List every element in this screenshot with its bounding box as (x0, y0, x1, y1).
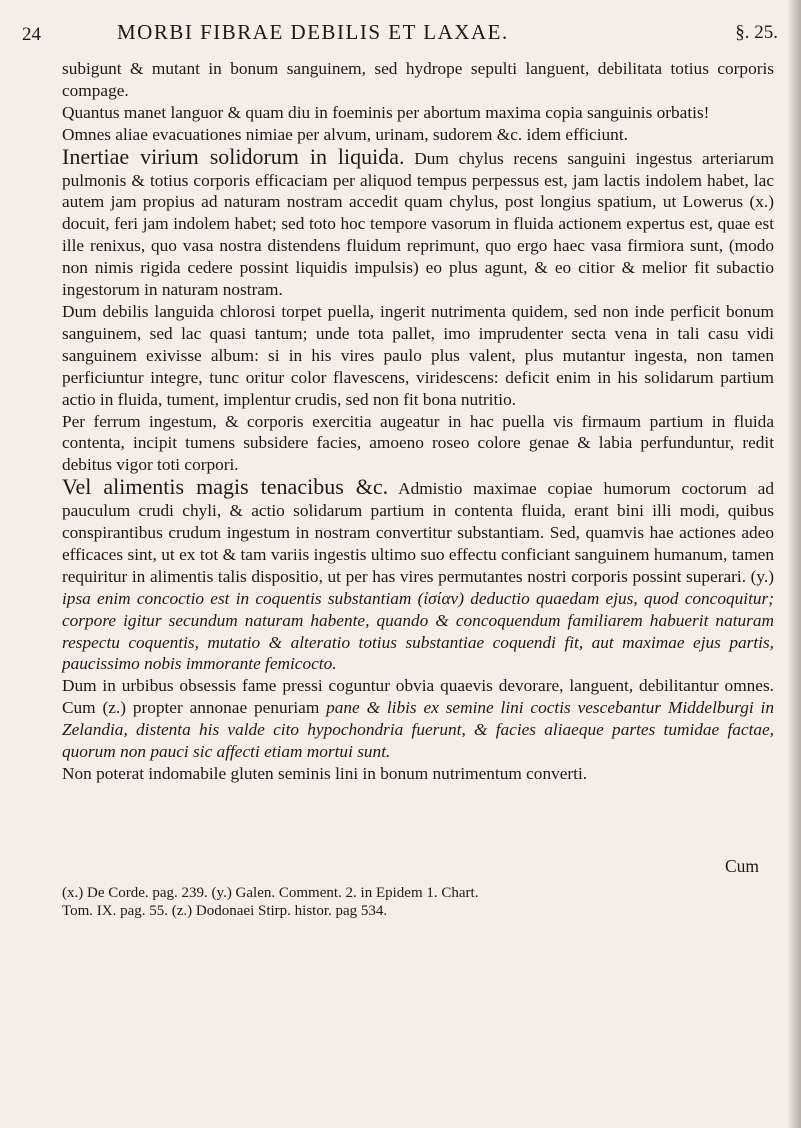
paragraph: Non poterat indomabile gluten seminis lini in bonum nutrimentum converti. (62, 764, 588, 783)
footnotes (62, 884, 762, 920)
paragraph-lead: Inertiae virium solidorum in liquida. (62, 143, 405, 169)
paragraph: subigunt & mutant in bonum sanguinem, sed hydrope sepulti languent, debilitata totius corporis compage. (62, 59, 774, 100)
section-number: §. 25. (735, 22, 778, 43)
paragraph-body: Dum chylus recens sanguini ingestus arteriarum pulmonis & totius corporis efficaciam per aliquod tempus perpessus est, jam lactis indolem habet, lac autem jam propius ad naturam nostram accedit quam chylus, post longius spatium, ut Lowerus (x.) docuit, feri jam indolem habet; sed toto hoc tempore vasorum in fluida actionem expertus est, quae est ille renixus, quo vasa nostra distendens fluidum reprimunt, quo ergo haec vasa firmiora sunt, (modo non nimis rigida cedere possint liquidis impulsis) eo plus agunt, & eo citior & melior fit subactio ingestorum in naturam nostram. (62, 148, 774, 300)
paragraph-urbibus (62, 675, 774, 763)
paragraph-quote: ipsa enim concoctio est in coquentis substantiam (ἰσίαν) deductio quaedam ejus, quod concoquitur; corpore igitur secundum naturam habente, quando & concoquendum familiarem habuerit naturam respectu coquentis, mutatio & alteratio totius substantiae coquendi fit, aut maximae ejus partis, paucissimo nobis immorante femicocto. (62, 588, 774, 674)
paragraph-inertiae (62, 143, 774, 301)
page-edge-shadow (787, 0, 801, 1128)
paragraph-quote: pane & libis ex semine lini coctis vescebantur Middelburgi in Zelandia, distenta his valde cito hypochondria fuerunt, & facies aliaeque partes tumidae factae, quorum non pauci sic affecti etiam mortui sunt. (62, 698, 774, 762)
paragraph-body: Dum in urbibus obsessis fame pressi coguntur obvia quaevis devorare, languent, debilitantur omnes. Cum (z.) propter annonae penuriam (62, 676, 774, 718)
body-text (62, 58, 774, 785)
paragraph-alimentis (62, 476, 774, 675)
paragraph: Quantus manet languor & quam diu in foeminis per abortum maxima copia sanguinis orbatis! (62, 102, 710, 122)
footnote-line: (x.) De Corde. pag. 239. (y.) Galen. Comment. 2. in Epidem 1. Chart. (62, 885, 479, 901)
paragraph-lead: Vel alimentis magis tenacibus &c. (62, 474, 389, 500)
paragraph: Omnes aliae evacuationes nimiae per alvum, urinam, sudorem &c. idem efficiunt. (62, 124, 628, 144)
running-header (22, 18, 782, 48)
paragraph-body: Admistio maximae copiae humorum coctorum ad pauculum crudi chyli, & actio solidarum partium in contenta fluida, erant bini illi modi, quibus conspirantibus crudum ingestum in nostram convertitur substantiam. Sed, quamvis hae actiones adeo efficaces sint, ut ex tot & tam variis ingestis ultimo suo effectu conficiant sanguinem humanum, tamen requiritur in alimentis talis dispositio, ut per has vires permutantes nostri corporis possint superari. (y.) (62, 479, 774, 586)
paragraph: Per ferrum ingestum, & corporis exercitia augeatur in hac puella vis firmaum partium in fluida contenta, incipit tumens subsidere facies, amoeno roseo colore genae & labia perfunduntur, redit debitus vigor toti corpori. (62, 411, 774, 475)
paragraph: Dum debilis languida chlorosi torpet puella, ingerit nutrimenta quidem, sed non inde perficit bonum sanguinem, sed lac quasi tantum; unde tota pallet, imo imprudenter secta vena in tali casu vidi sanguinem exivisse album: si in his vires paulo plus valent, plus mutantur ingesta, non tamen perficiuntur integre, tunc oritur color flavescens, viridescens: deficit enim in his solidarum partium actio in fluida, tument, implentur crudis, sed non fit bona nutritio. (62, 301, 774, 409)
footnote-line: Tom. IX. pag. 55. (z.) Dodonaei Stirp. histor. pag 534. (62, 903, 388, 919)
page-number: 24 (22, 24, 41, 45)
running-title: MORBI FIBRAE DEBILIS ET LAXAE. (117, 20, 509, 44)
catchword: Cum (724, 856, 759, 876)
